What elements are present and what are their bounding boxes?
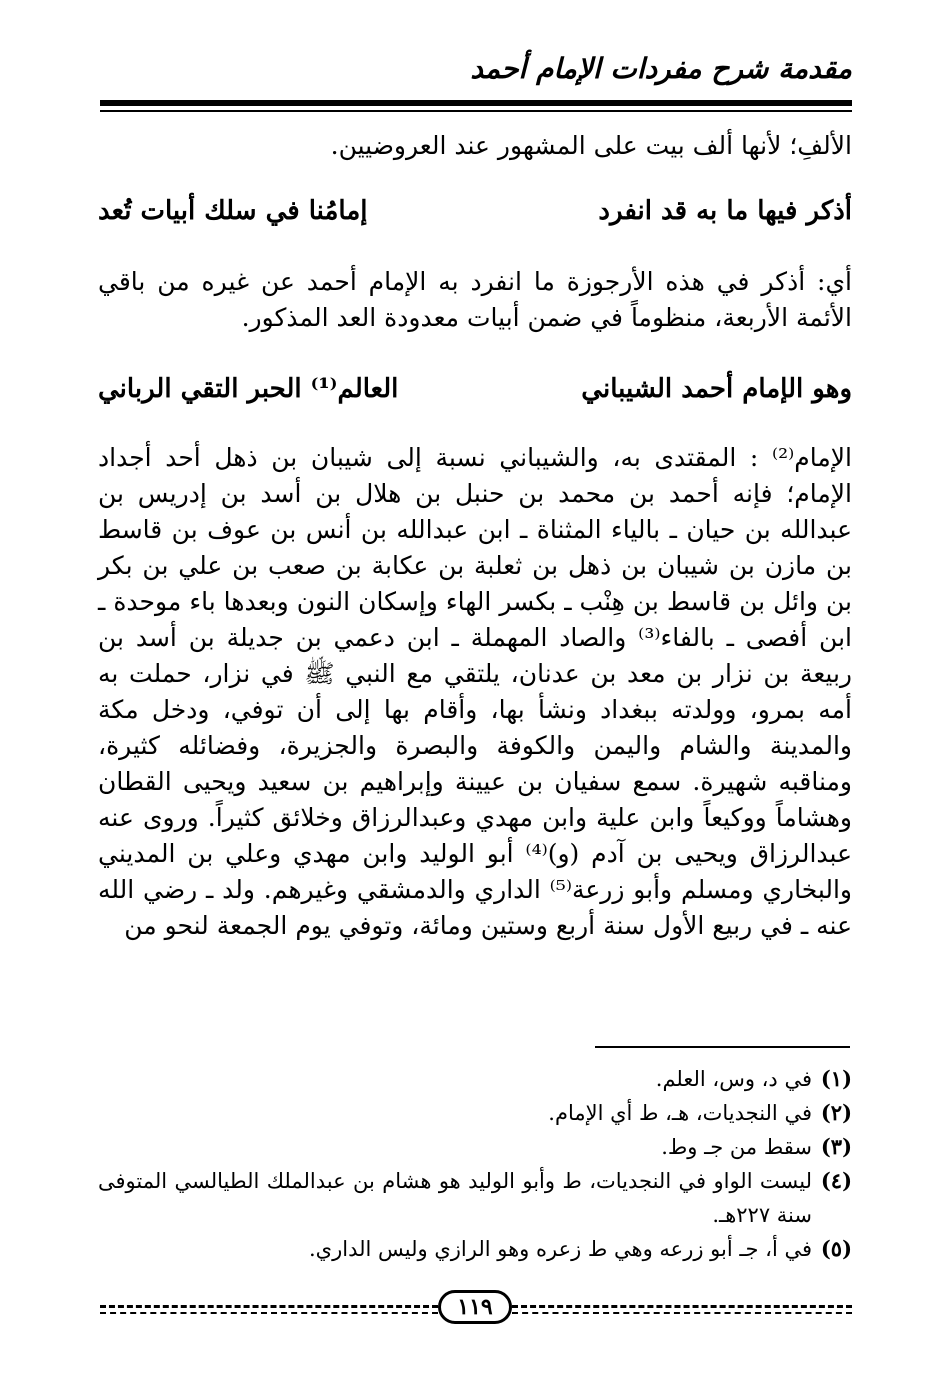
footnote-text: في أ، جـ أبو زرعه وهي ط زعره وهو الرازي وليس الداري.: [308, 1237, 812, 1261]
footnote-number: (١): [820, 1066, 852, 1091]
footnote-text: سقط من جـ وط.: [661, 1135, 812, 1159]
verse-line-2: [98, 374, 852, 404]
paragraph-3: الإمام⁽²⁾ : المقتدى به، والشيباني نسبة إلى شيبان بن ذهل أحد أجداد الإمام؛ فإنه أحمد بن محمد بن حنبل بن هلال بن أسد بن إدريس بن عبدالله بن حيان ـ بالياء المثناة ـ ابن عبدالله بن أنس بن عوف بن قاسط بن مازن بن شيبان بن ذهل بن ثعلبة بن عكابة بن صعب بن علي بن بكر بن وائل بن قاسط بن هِنْب ـ بكسر الهاء وإسكان النون وبعدها باء موحدة ـ ابن أفصى ـ بالفاء⁽³⁾ والصاد المهملة ـ ابن دعمي بن جديلة بن أسد بن ربيعة بن نزار بن معد بن عدنان، يلتقي مع النبي ﷺ في نزار، حملت به أمه بمرو، وولدته ببغداد ونشأ بها، وأقام بها إلى أن توفي، ودخل مكة والمدينة والشام واليمن والكوفة والبصرة والجزيرة، وفضائله كثيرة، ومناقبه شهيرة. سمع سفيان بن عيينة وإبراهيم بن سعيد ويحيى القطان وهشاماً ووكيعاً وابن علية وابن مهدي وعبدالرزاق وخلائق كثيراً. وروى عنه عبدالرزاق ويحيى بن آدم (و)⁽⁴⁾ أبو الوليد وابن مهدي وعلي بن المديني والبخاري ومسلم وأبو زرعة⁽⁵⁾ الداري والدمشقي وغيرهم. ولد ـ رضي الله عنه ـ في ربيع الأول سنة أربع وستين ومائة، وتوفي يوم الجمعة لنحو من: [98, 443, 853, 940]
footnote-number: (٢): [820, 1100, 852, 1125]
footer-rule-left-lower: [100, 1312, 438, 1314]
footnote-item: [98, 1130, 852, 1164]
header-rule-thick: [100, 100, 852, 106]
header-rule-thin: [100, 110, 852, 112]
footnote-number: (٤): [820, 1168, 852, 1193]
footnote-item: [98, 1096, 852, 1130]
footnote-number: (٣): [820, 1134, 852, 1159]
footer-rule-right: [512, 1305, 852, 1308]
footnote-item: [98, 1232, 852, 1266]
verse-line-1: [98, 196, 852, 226]
footnote-number: (٥): [820, 1236, 852, 1261]
footnote-text: ليست الواو في النجديات، ط وأبو الوليد هو هشام بن عبدالملك الطيالسي المتوفى سنة ٢٢٧هـ.: [98, 1169, 812, 1227]
footer-rule-left: [100, 1305, 438, 1308]
footnote-item: [98, 1164, 852, 1232]
verse-1-second-hemistich: إمامُنا في سلك أبيات تُعد: [98, 196, 368, 226]
footnote-separator: [595, 1046, 850, 1048]
verse-2-first-hemistich: وهو الإمام أحمد الشيباني: [581, 374, 852, 404]
footer-rule-right-lower: [512, 1312, 852, 1314]
page-number-badge: [438, 1290, 512, 1324]
footnote-text: في د، وس، العلم.: [655, 1067, 812, 1091]
verse-2-second-hemistich: العالم⁽¹⁾ الحبر التقي الرباني: [98, 374, 399, 404]
running-header-title: مقدمة شرح مفردات الإمام أحمد: [470, 52, 852, 85]
footnotes: [98, 1062, 852, 1266]
footnote-text: في النجديات، هـ، ط أي الإمام.: [548, 1101, 812, 1125]
verse-1-first-hemistich: أذكر فيها ما به قد انفرد: [598, 196, 852, 226]
paragraph-1: الألفِ؛ لأنها ألف بيت على المشهور عند العروضيين.: [330, 131, 852, 160]
footnote-item: [98, 1062, 852, 1096]
page-number: ١١٩: [457, 1294, 493, 1320]
paragraph-2: أي: أذكر في هذه الأرجوزة ما انفرد به الإمام أحمد عن غيره من باقي الأئمة الأربعة، منظوماً في ضمن أبيات معدودة العد المذكور.: [98, 267, 852, 332]
